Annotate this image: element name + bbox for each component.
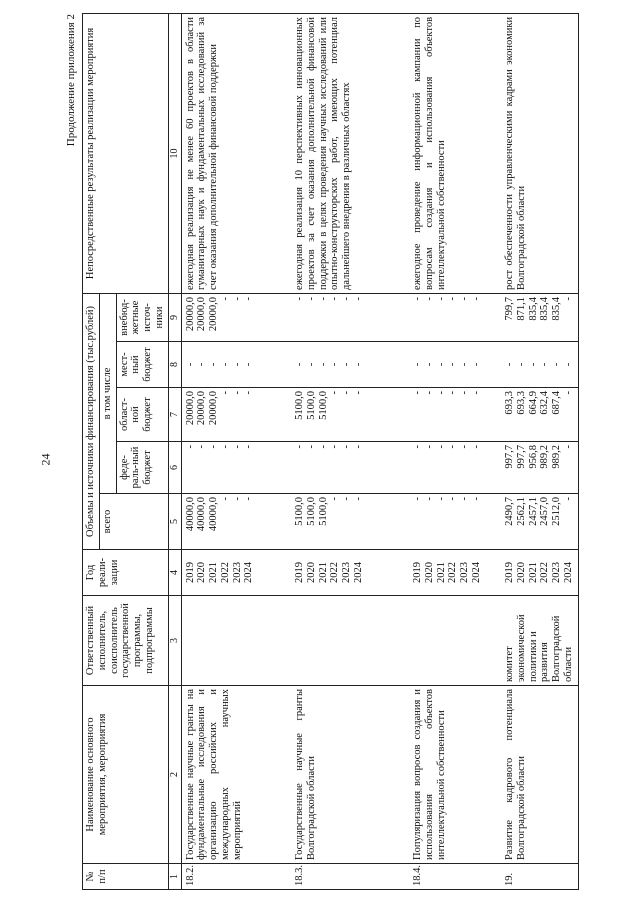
local-cell: - (208, 362, 220, 367)
column-number: 7 (168, 388, 181, 442)
header-including: в том числе (99, 293, 116, 493)
local-cell: - (341, 362, 353, 367)
total-cell: - (219, 497, 231, 501)
total-cell: - (341, 497, 353, 501)
federal-cell: - (412, 445, 423, 449)
year-cell: 2021 (527, 562, 539, 583)
total-cell-list (291, 494, 409, 550)
regional-cell: 20000,0 (184, 391, 196, 426)
local-cell: - (317, 362, 329, 367)
regional-cell: - (329, 391, 341, 395)
row-number: 18.4. (409, 864, 501, 890)
federal-cell: - (447, 445, 459, 449)
year-cell: 2019 (294, 562, 305, 583)
regional-cell-list (409, 388, 501, 442)
header-result: Непосредственные результаты реализации мероприятия (83, 13, 169, 293)
local-cell: - (562, 362, 574, 367)
row-number: 18.3. (291, 864, 409, 890)
local-cell: - (515, 362, 527, 367)
year-cell: 2019 (412, 562, 423, 583)
year-cell-list (501, 550, 578, 596)
regional-cell: 20000,0 (208, 391, 220, 426)
local-cell-list (501, 342, 578, 388)
regional-cell: 5100,0 (294, 391, 305, 420)
federal-cell: - (317, 445, 329, 449)
column-number: 2 (168, 686, 181, 864)
executor: комитет экономической политики и развития Волгоградской области (501, 596, 578, 686)
federal-cell: - (243, 445, 255, 449)
header-federal: феде-раль-ный бюджет (116, 442, 168, 494)
column-number: 8 (168, 342, 181, 388)
federal-cell-list (291, 442, 409, 494)
measure-name: Государственные научные гранты Волгоградской области (291, 686, 409, 864)
year-cell: 2020 (196, 562, 208, 583)
extra-cell: - (412, 296, 423, 301)
extra-cell: - (305, 296, 317, 301)
header-year: Год реали-зации (83, 550, 169, 596)
federal-cell: - (352, 445, 364, 449)
year-cell-list (409, 550, 501, 596)
year-cell: 2022 (539, 562, 551, 583)
year-cell: 2022 (219, 562, 231, 583)
federal-cell: 989,2 (551, 445, 563, 469)
federal-cell: - (470, 445, 482, 449)
program-table (82, 13, 579, 890)
year-cell: 2021 (208, 562, 220, 583)
regional-cell: 693,3 (504, 391, 515, 415)
federal-cell: 997,7 (515, 445, 527, 469)
header-total: всего (99, 494, 168, 550)
year-cell: 2020 (423, 562, 435, 583)
column-number: 10 (168, 13, 181, 293)
extra-cell: - (447, 296, 459, 301)
year-cell: 2022 (329, 562, 341, 583)
year-cell-list (291, 550, 409, 596)
extra-cell: - (341, 296, 353, 301)
federal-cell: - (231, 445, 243, 449)
column-number: 1 (168, 864, 181, 890)
federal-cell: - (562, 445, 574, 449)
local-cell: - (184, 362, 196, 367)
year-cell-list (181, 550, 291, 596)
regional-cell: - (412, 391, 423, 395)
header-num: № п/п (83, 864, 169, 890)
extra-cell-list (409, 293, 501, 341)
column-number-row (168, 13, 181, 889)
extra-cell: 799,7 (504, 296, 515, 321)
total-cell: - (352, 497, 364, 501)
regional-cell-list (181, 388, 291, 442)
extra-cell: 20000,0 (208, 296, 220, 332)
local-cell-list (181, 342, 291, 388)
extra-cell: 20000,0 (184, 296, 196, 332)
result-text: ежегодная реализация не менее 60 проектов в области гуманитарных наук и фундаментальных исследований за счет оказания дополнительной финансовой поддержки (181, 13, 291, 293)
executor (181, 596, 291, 686)
extra-cell: 835,4 (551, 296, 563, 321)
result-text: ежегодное проведение информационной кампании по вопросам создания и использования объектов интеллектуальной собственности (409, 13, 501, 293)
local-cell: - (231, 362, 243, 367)
total-cell-list (181, 494, 291, 550)
column-number: 6 (168, 442, 181, 494)
regional-cell: - (447, 391, 459, 395)
federal-cell: - (305, 445, 317, 449)
measure-name: Популяризация вопросов создания и использования объектов интеллектуальной собственности (409, 686, 501, 864)
column-number: 9 (168, 293, 181, 341)
executor (409, 596, 501, 686)
total-cell: 5100,0 (317, 497, 329, 526)
regional-cell: - (470, 391, 482, 395)
measure-name: Развитие кадрового потенциала Волгоградской области (501, 686, 578, 864)
page-number: 24 (38, 453, 53, 466)
executor (291, 596, 409, 686)
federal-cell: - (196, 445, 208, 449)
total-cell: 2457,1 (527, 497, 539, 526)
extra-cell: - (219, 296, 231, 301)
header-regional: област-ной бюджет (116, 388, 168, 442)
federal-cell-list (501, 442, 578, 494)
year-cell: 2023 (231, 562, 243, 583)
measure-name: Государственные научные гранты на фундаментальные исследования и организацию российских и международных научных мероприятий (181, 686, 291, 864)
table-row (409, 13, 501, 889)
federal-cell: 997,7 (504, 445, 515, 469)
extra-cell: - (243, 296, 255, 301)
total-cell: 2490,7 (504, 497, 515, 526)
extra-cell: - (352, 296, 364, 301)
regional-cell: 632,4 (539, 391, 551, 415)
regional-cell: - (435, 391, 447, 395)
year-cell: 2021 (435, 562, 447, 583)
extra-cell-list (181, 293, 291, 341)
total-cell: - (435, 497, 447, 501)
extra-cell: - (562, 296, 574, 301)
local-cell: - (329, 362, 341, 367)
local-cell-list (409, 342, 501, 388)
table-row (291, 13, 409, 889)
regional-cell: - (423, 391, 435, 395)
year-cell: 2019 (504, 562, 515, 583)
total-cell: - (447, 497, 459, 501)
table-row (501, 13, 578, 889)
federal-cell: - (341, 445, 353, 449)
local-cell: - (447, 362, 459, 367)
total-cell: 5100,0 (294, 497, 305, 526)
column-number: 4 (168, 550, 181, 596)
federal-cell: - (435, 445, 447, 449)
regional-cell: - (243, 391, 255, 395)
result-text: рост обеспеченности управленческими кадрами экономики Волгоградской области (501, 13, 578, 293)
year-cell: 2024 (243, 562, 255, 583)
extra-cell: 835,4 (539, 296, 551, 321)
column-number: 5 (168, 494, 181, 550)
extra-cell: - (231, 296, 243, 301)
total-cell: 2562,1 (515, 497, 527, 526)
header-executor: Ответственный исполнитель, соисполнитель государственной программы, подпрограммы (83, 596, 169, 686)
header-local: мест-ный бюджет (116, 342, 168, 388)
local-cell: - (551, 362, 563, 367)
regional-cell: - (341, 391, 353, 395)
local-cell: - (435, 362, 447, 367)
total-cell: 40000,0 (196, 497, 208, 532)
extra-cell: - (423, 296, 435, 301)
federal-cell: - (329, 445, 341, 449)
year-cell: 2023 (459, 562, 471, 583)
extra-cell: 871,1 (515, 296, 527, 321)
federal-cell: - (219, 445, 231, 449)
total-cell: - (562, 497, 574, 501)
local-cell: - (470, 362, 482, 367)
total-cell: - (329, 497, 341, 501)
total-cell: - (459, 497, 471, 501)
regional-cell: 687,4 (551, 391, 563, 415)
table-body (181, 13, 578, 889)
header-name: Наименование основного мероприятия, мероприятия (83, 686, 169, 864)
regional-cell: - (459, 391, 471, 395)
federal-cell: - (294, 445, 305, 449)
rotated-page (60, 10, 620, 890)
row-number: 19. (501, 864, 578, 890)
appendix-heading: Продолжение приложения 2 (65, 14, 77, 147)
local-cell: - (243, 362, 255, 367)
extra-cell: - (435, 296, 447, 301)
total-cell: - (412, 497, 423, 501)
total-cell: 40000,0 (208, 497, 220, 532)
total-cell: - (470, 497, 482, 501)
extra-cell: - (294, 296, 305, 301)
total-cell: 2457,0 (539, 497, 551, 526)
regional-cell: 664,9 (527, 391, 539, 415)
total-cell: - (423, 497, 435, 501)
regional-cell-list (291, 388, 409, 442)
year-cell: 2019 (184, 562, 196, 583)
extra-cell: - (329, 296, 341, 301)
local-cell: - (504, 362, 515, 367)
year-cell: 2021 (317, 562, 329, 583)
local-cell: - (196, 362, 208, 367)
result-text: ежегодная реализация 10 перспективных инновационных проектов за счет оказания дополнительной финансовой поддержки в целях проведения научных исследований или опытно-конструкторских работ, имеющих потенциал дальнейшего внедрения в различных областях (291, 13, 409, 293)
year-cell: 2022 (447, 562, 459, 583)
total-cell: 2512,0 (551, 497, 563, 526)
local-cell: - (459, 362, 471, 367)
local-cell: - (527, 362, 539, 367)
federal-cell: - (184, 445, 196, 449)
extra-cell-list (291, 293, 409, 341)
year-cell: 2024 (562, 562, 574, 583)
regional-cell-list (501, 388, 578, 442)
year-cell: 2024 (352, 562, 364, 583)
total-cell: - (243, 497, 255, 501)
local-cell-list (291, 342, 409, 388)
federal-cell: 956,8 (527, 445, 539, 469)
extra-cell: - (459, 296, 471, 301)
total-cell: - (231, 497, 243, 501)
extra-cell: 835,4 (527, 296, 539, 321)
total-cell-list (409, 494, 501, 550)
total-cell: 40000,0 (184, 497, 196, 532)
regional-cell: 5100,0 (317, 391, 329, 420)
total-cell-list (501, 494, 578, 550)
regional-cell: 693,3 (515, 391, 527, 415)
local-cell: - (305, 362, 317, 367)
regional-cell: 20000,0 (196, 391, 208, 426)
federal-cell-list (409, 442, 501, 494)
local-cell: - (412, 362, 423, 367)
local-cell: - (352, 362, 364, 367)
year-cell: 2020 (515, 562, 527, 583)
federal-cell-list (181, 442, 291, 494)
local-cell: - (219, 362, 231, 367)
year-cell: 2023 (551, 562, 563, 583)
local-cell: - (294, 362, 305, 367)
header-financing: Объемы и источники финансирования (тыс.рублей) (83, 293, 100, 549)
extra-cell: - (317, 296, 329, 301)
regional-cell: 5100,0 (305, 391, 317, 420)
regional-cell: - (352, 391, 364, 395)
extra-cell: 20000,0 (196, 296, 208, 332)
row-number: 18.2. (181, 864, 291, 890)
year-cell: 2020 (305, 562, 317, 583)
regional-cell: - (562, 391, 574, 395)
federal-cell: 989,2 (539, 445, 551, 469)
federal-cell: - (208, 445, 220, 449)
year-cell: 2024 (470, 562, 482, 583)
column-number: 3 (168, 596, 181, 686)
local-cell: - (423, 362, 435, 367)
table-row (181, 13, 291, 889)
year-cell: 2023 (341, 562, 353, 583)
header-extrabudget: внебюд-жетные источ-ники (116, 293, 168, 341)
federal-cell: - (423, 445, 435, 449)
total-cell: 5100,0 (305, 497, 317, 526)
extra-cell: - (470, 296, 482, 301)
local-cell: - (539, 362, 551, 367)
federal-cell: - (459, 445, 471, 449)
extra-cell-list (501, 293, 578, 341)
regional-cell: - (231, 391, 243, 395)
regional-cell: - (219, 391, 231, 395)
